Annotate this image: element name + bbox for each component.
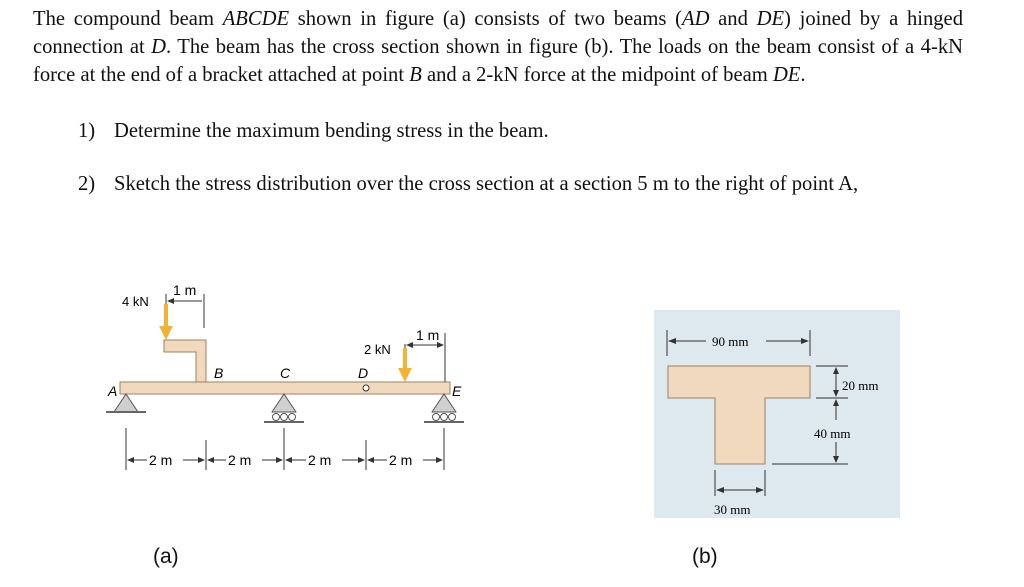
question-1: [78, 117, 978, 145]
figure-b-cross-section: [654, 310, 900, 518]
question-1-number: 1): [78, 120, 96, 142]
question-1-text: Determine the maximum bending stress in the beam.: [114, 120, 549, 142]
problem-statement: The compound beam ABCDE shown in figure (a) consists of two beams (AD and DE) joined by a hinged connection at D. The beam has the cross section shown in figure (b). The loads on the beam consist of a 4-kN force at the end of a bracket attached at point B and a 2-kN force at the midpoint of beam DE.: [33, 8, 963, 86]
label-e: E: [452, 383, 462, 399]
span-label-2: 2 m: [228, 452, 252, 468]
load-b-arrowhead: [159, 326, 173, 340]
roller: [281, 414, 288, 421]
question-2: [78, 170, 978, 226]
flange-width-label: 90 mm: [712, 334, 749, 349]
dim-arrowhead: [436, 457, 443, 463]
roller: [449, 414, 456, 421]
dim-arrowhead: [167, 298, 174, 304]
span-label-4: 2 m: [389, 452, 413, 468]
beam-name: ABCDE: [222, 8, 290, 30]
dim-arrowhead: [367, 457, 374, 463]
web-thickness-label: 30 mm: [714, 502, 751, 517]
bracket: [164, 340, 206, 382]
figure-b-caption: (b): [692, 545, 718, 568]
load-d-offset-label: 1 m: [416, 327, 440, 343]
flange-thickness-label: 20 mm: [842, 378, 879, 393]
question-2-number: 2): [78, 173, 96, 195]
dim-arrowhead: [207, 457, 214, 463]
hinge-d: [363, 385, 369, 391]
pin-support-a: [114, 394, 138, 412]
label-c: C: [280, 365, 291, 381]
load-d-arrowhead: [398, 368, 412, 382]
load-b-label: 4 kN: [122, 294, 149, 309]
load-b-offset-label: 1 m: [173, 282, 197, 298]
roller: [433, 414, 440, 421]
dim-arrowhead: [127, 457, 134, 463]
span-label-3: 2 m: [308, 452, 332, 468]
roller-support-c: [272, 394, 296, 412]
dim-arrowhead: [276, 457, 283, 463]
figure-a-caption: (a): [153, 545, 179, 568]
load-d-label: 2 kN: [364, 342, 391, 357]
roller: [273, 414, 280, 421]
label-b: B: [214, 365, 224, 381]
dim-arrowhead: [358, 457, 365, 463]
question-2-text: Sketch the stress distribution over the cross section at a section 5 m to the right of point A,: [114, 173, 859, 195]
web-height-label: 40 mm: [814, 426, 851, 441]
span-label-1: 2 m: [149, 452, 173, 468]
beam: [120, 382, 450, 394]
dim-arrowhead: [198, 457, 205, 463]
figure-a-beam-diagram: [100, 278, 480, 478]
roller: [441, 414, 448, 421]
label-a: A: [108, 383, 118, 399]
dim-arrowhead: [406, 342, 413, 348]
roller: [289, 414, 296, 421]
label-d: D: [358, 365, 369, 381]
dim-arrowhead: [285, 457, 292, 463]
